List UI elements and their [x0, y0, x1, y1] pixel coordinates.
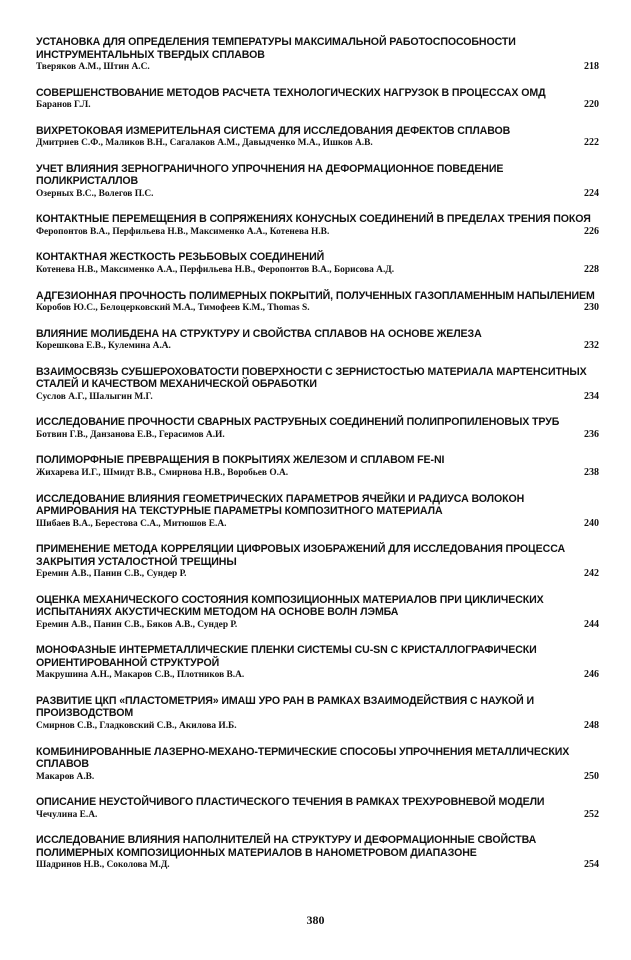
toc-entry: [36, 289, 599, 315]
entry-page-number: 222: [584, 137, 599, 149]
entry-page-number: 236: [584, 428, 599, 440]
entry-title: КОМБИНИРОВАННЫЕ ЛАЗЕРНО-МЕХАНО-ТЕРМИЧЕСКИЕ СПОСОБЫ УПРОЧНЕНИЯ МЕТАЛЛИЧЕСКИХ СПЛАВОВ: [36, 745, 570, 770]
entry-page-number: 226: [584, 225, 599, 237]
entry-authors: Суслов А.Г., Шалыгин М.Г.: [36, 391, 153, 402]
entry-author-row: [36, 61, 599, 73]
entry-author-row: [36, 302, 599, 314]
entry-title: ВИХРЕТОКОВАЯ ИЗМЕРИТЕЛЬНАЯ СИСТЕМА ДЛЯ ИССЛЕДОВАНИЯ ДЕФЕКТОВ СПЛАВОВ: [36, 124, 511, 137]
entry-authors: Чечулина Е.А.: [36, 809, 98, 820]
entry-page-number: 232: [584, 340, 599, 352]
entry-page-number: 228: [584, 263, 599, 275]
entry-page-number: 240: [584, 517, 599, 529]
entry-author-row: [36, 99, 599, 111]
entry-title: ОЦЕНКА МЕХАНИЧЕСКОГО СОСТОЯНИЯ КОМПОЗИЦИОННЫХ МАТЕРИАЛОВ ПРИ ЦИКЛИЧЕСКИХ ИСПЫТАНИЯХ АКУСТИЧЕСКИМ МЕТОДОМ НА ОСНОВЕ ВОЛН ЛЭМБА: [36, 593, 544, 619]
toc-entry: [36, 416, 599, 441]
entry-author-row: [36, 859, 599, 871]
entry-title: ПРИМЕНЕНИЕ МЕТОДА КОРРЕЛЯЦИИ ЦИФРОВЫХ ИЗОБРАЖЕНИЙ ДЛЯ ИССЛЕДОВАНИЯ ПРОЦЕССА ЗАКРЫТИЯ УСТАЛОСТНОЙ ТРЕЩИНЫ: [36, 543, 566, 568]
entry-page-number: 230: [584, 302, 599, 314]
toc-entry: [36, 162, 599, 200]
entry-title: РАЗВИТИЕ ЦКП «ПЛАСТОМЕТРИЯ» ИМАШ УРО РАН В РАМКАХ ВЗАИМОДЕЙСТВИЯ С НАУКОЙ И ПРОИЗВОДСТВОМ: [36, 694, 534, 720]
toc-entry: [36, 327, 599, 353]
entry-title: МОНОФАЗНЫЕ ИНТЕРМЕТАЛЛИЧЕСКИЕ ПЛЕНКИ СИСТЕМЫ CU-SN С КРИСТАЛЛОГРАФИЧЕСКИ ОРИЕНТИРОВАННОЙ СТРУКТУРОЙ: [36, 644, 537, 669]
entry-authors: Ботвин Г.В., Данзанова Е.В., Герасимов А.И.: [36, 429, 225, 440]
toc-entry: [36, 694, 599, 732]
entry-title: ВЛИЯНИЕ МОЛИБДЕНА НА СТРУКТУРУ И СВОЙСТВА СПЛАВОВ НА ОСНОВЕ ЖЕЛЕЗА: [36, 327, 482, 340]
entry-title: ИССЛЕДОВАНИЕ ПРОЧНОСТИ СВАРНЫХ РАСТРУБНЫХ СОЕДИНЕНИЙ ПОЛИПРОПИЛЕНОВЫХ ТРУБ: [36, 416, 560, 429]
toc-entry: [36, 86, 599, 112]
entry-page-number: 242: [584, 568, 599, 580]
entry-page-number: 244: [584, 618, 599, 630]
entry-author-row: [36, 340, 599, 352]
entry-authors: Дмитриев С.Ф., Маликов В.Н., Сагалаков А.М., Давыдченко М.А., Ишков А.В.: [36, 138, 373, 149]
entry-title: АДГЕЗИОННАЯ ПРОЧНОСТЬ ПОЛИМЕРНЫХ ПОКРЫТИЙ, ПОЛУЧЕННЫХ ГАЗОПЛАМЕННЫМ НАПЫЛЕНИЕМ: [36, 289, 595, 302]
entry-authors: Феропонтов В.А., Перфильева Н.В., Максименко А.А., Котенева Н.В.: [36, 226, 330, 237]
entry-page-number: 238: [584, 466, 599, 478]
entry-title: СОВЕРШЕНСТВОВАНИЕ МЕТОДОВ РАСЧЕТА ТЕХНОЛОГИЧЕСКИХ НАГРУЗОК В ПРОЦЕССАХ ОМД: [36, 86, 546, 99]
entry-author-row: [36, 568, 599, 580]
entry-author-row: [36, 263, 599, 276]
entry-title: ИССЛЕДОВАНИЕ ВЛИЯНИЯ НАПОЛНИТЕЛЕЙ НА СТРУКТУРУ И ДЕФОРМАЦИОННЫЕ СВОЙСТВА ПОЛИМЕРНЫХ КОМПОЗИЦИОННЫХ МАТЕРИАЛОВ В НАНОМЕТРОВОМ ДИАПАЗОНЕ: [36, 834, 537, 859]
entry-authors: Шибаев В.А., Берестова С.А., Митюшов Е.А.: [36, 518, 227, 529]
toc-entry: [36, 593, 599, 631]
entry-authors: Еремин А.В., Панин С.В., Сундер Р.: [36, 569, 187, 580]
entry-page-number: 220: [584, 99, 599, 111]
entry-title: ПОЛИМОРФНЫЕ ПРЕВРАЩЕНИЯ В ПОКРЫТИЯХ ЖЕЛЕЗОМ И СПЛАВОМ FE-NI: [36, 454, 445, 467]
entry-authors: Баранов Г.Л.: [36, 100, 91, 111]
toc-entry: [36, 543, 599, 580]
entry-author-row: [36, 225, 599, 238]
entry-authors: Котенева Н.В., Максименко А.А., Перфильева Н.В., Феропонтов В.А., Борисова А.Д.: [36, 264, 395, 275]
entry-author-row: [36, 428, 599, 441]
entry-authors: Коробов Ю.С., Белоцерковский М.А., Тимофеев К.М., Thomas S.: [36, 303, 310, 314]
entry-authors: Корешкова Е.В., Кулемина А.А.: [36, 341, 171, 352]
entry-page-number: 250: [584, 770, 599, 782]
entry-page-number: 248: [584, 719, 599, 731]
entry-page-number: 234: [584, 390, 599, 402]
entry-page-number: 254: [584, 859, 599, 871]
toc-entry: [36, 644, 599, 681]
toc-entry: [36, 492, 599, 530]
entry-authors: Смирнов С.В., Гладковский С.В., Акилова И.Б.: [36, 720, 237, 731]
entry-author-row: [36, 770, 599, 783]
entry-author-row: [36, 137, 599, 149]
entry-author-row: [36, 187, 599, 200]
toc-entry: [36, 834, 599, 871]
entry-authors: Макрушина А.Н., Макаров С.В., Плотников В.А.: [36, 670, 245, 681]
entry-page-number: 218: [584, 61, 599, 72]
entry-page-number: 252: [584, 808, 599, 820]
entry-author-row: [36, 517, 599, 530]
entry-title: КОНТАКТНЫЕ ПЕРЕМЕЩЕНИЯ В СОПРЯЖЕНИЯХ КОНУСНЫХ СОЕДИНЕНИЙ В ПРЕДЕЛАХ ТРЕНИЯ ПОКОЯ: [36, 213, 591, 226]
entry-authors: Макаров А.В.: [36, 771, 95, 782]
entry-authors: Жихарева И.Г., Шмидт В.В., Смирнова Н.В., Воробьев О.А.: [36, 467, 289, 478]
entry-author-row: [36, 719, 599, 732]
toc-entry: [36, 124, 599, 150]
entry-author-row: [36, 618, 599, 631]
entry-author-row: [36, 466, 599, 479]
entry-page-number: 224: [584, 187, 599, 199]
page-number: 380: [306, 913, 325, 927]
entry-title: ОПИСАНИЕ НЕУСТОЙЧИВОГО ПЛАСТИЧЕСКОГО ТЕЧЕНИЯ В РАМКАХ ТРЕХУРОВНЕВОЙ МОДЕЛИ: [36, 796, 545, 809]
entry-title: ИССЛЕДОВАНИЕ ВЛИЯНИЯ ГЕОМЕТРИЧЕСКИХ ПАРАМЕТРОВ ЯЧЕЙКИ И РАДИУСА ВОЛОКОН АРМИРОВАНИЯ НА ТЕКСТУРНЫЕ ПАРАМЕТРЫ КОМПОЗИТНОГО МАТЕРИАЛА: [36, 492, 525, 518]
entry-page-number: 246: [584, 669, 599, 681]
toc-entry: [36, 36, 599, 73]
toc-entry: [36, 251, 599, 276]
toc-entry: [36, 454, 599, 479]
entry-authors: Тверяков А.М., Штин А.С.: [36, 62, 150, 72]
entry-authors: Озерных В.С., Волегов П.С.: [36, 188, 154, 199]
entry-title: УСТАНОВКА ДЛЯ ОПРЕДЕЛЕНИЯ ТЕМПЕРАТУРЫ МАКСИМАЛЬНОЙ РАБОТОСПОСОБНОСТИ ИНСТРУМЕНТАЛЬНЫХ ТВЕРДЫХ СПЛАВОВ: [36, 36, 516, 61]
entry-title: УЧЕТ ВЛИЯНИЯ ЗЕРНОГРАНИЧНОГО УПРОЧНЕНИЯ НА ДЕФОРМАЦИОННОЕ ПОВЕДЕНИЕ ПОЛИКРИСТАЛЛОВ: [36, 162, 504, 188]
entry-author-row: [36, 808, 599, 821]
toc-entry: [36, 745, 599, 783]
entry-authors: Еремин А.В., Панин С.В., Бяков А.В., Сундер Р.: [36, 619, 238, 630]
entry-title: ВЗАИМОСВЯЗЬ СУБШЕРОХОВАТОСТИ ПОВЕРХНОСТИ С ЗЕРНИСТОСТЬЮ МАТЕРИАЛА МАРТЕНСИТНЫХ СТАЛЕЙ И КАЧЕСТВОМ МЕХАНИЧЕСКОЙ ОБРАБОТКИ: [36, 365, 587, 391]
table-of-contents: [36, 36, 599, 885]
entry-title: КОНТАКТНАЯ ЖЕСТКОСТЬ РЕЗЬБОВЫХ СОЕДИНЕНИЙ: [36, 251, 325, 264]
toc-entry: [36, 796, 599, 821]
entry-author-row: [36, 390, 599, 403]
entry-author-row: [36, 669, 599, 681]
toc-entry: [36, 365, 599, 403]
toc-entry: [36, 213, 599, 238]
entry-authors: Шадринов Н.В., Соколова М.Д.: [36, 860, 170, 871]
